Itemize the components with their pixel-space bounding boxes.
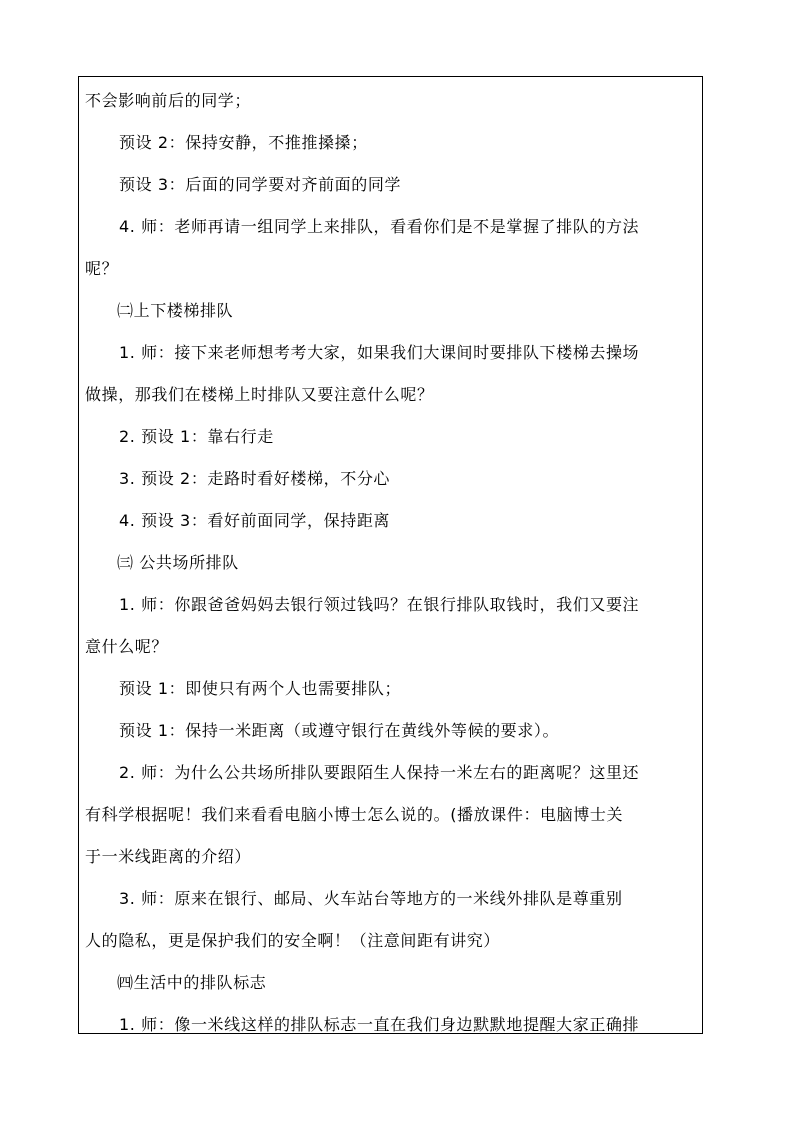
text-line: 呢？ — [85, 259, 119, 278]
text-line: 意什么呢？ — [85, 637, 169, 656]
text-line: 有科学根据呢！我们来看看电脑小博士怎么说的。(播放课件：电脑博士关 — [85, 805, 624, 824]
text-line: 预设 1：保持一米距离（或遵守银行在黄线外等候的要求）。 — [119, 721, 560, 740]
text-line: 预设 2：保持安静，不推推搡搡； — [119, 133, 368, 152]
text-line: 2. 预设 1：靠右行走 — [119, 427, 274, 446]
text-line: 4. 师：老师再请一组同学上来排队，看看你们是不是掌握了排队的方法 — [119, 217, 640, 236]
text-line: 于一米线距离的介绍） — [85, 847, 252, 866]
section-heading: ㈡上下楼梯排队 — [117, 301, 234, 320]
section-heading: ㈢ 公共场所排队 — [117, 553, 239, 572]
lesson-plan-table-cell — [78, 76, 703, 1034]
text-line: 2. 师：为什么公共场所排队要跟陌生人保持一米左右的距离呢？这里还 — [119, 763, 640, 782]
text-line: 4. 预设 3：看好前面同学，保持距离 — [119, 511, 391, 530]
section-heading: ㈣生活中的排队标志 — [117, 973, 267, 992]
text-line: 不会影响前后的同学； — [85, 91, 252, 110]
text-line: 预设 3：后面的同学要对齐前面的同学 — [119, 175, 402, 194]
text-line: 预设 1：即使只有两个人也需要排队； — [119, 679, 402, 698]
text-line: 1. 师：接下来老师想考考大家，如果我们大课间时要排队下楼梯去操场 — [119, 343, 640, 362]
text-line: 1. 师：像一米线这样的排队标志一直在我们身边默默地提醒大家正确排 — [119, 1015, 640, 1034]
text-line: 3. 预设 2：走路时看好楼梯，不分心 — [119, 469, 391, 488]
text-line: 3. 师：原来在银行、邮局、火车站台等地方的一米线外排队是尊重别 — [119, 889, 623, 908]
text-line: 人的隐私，更是保护我们的安全啊！（注意间距有讲究） — [85, 931, 501, 950]
text-line: 做操，那我们在楼梯上时排队又要注意什么呢？ — [85, 385, 434, 404]
text-line: 1. 师：你跟爸爸妈妈去银行领过钱吗？在银行排队取钱时，我们又要注 — [119, 595, 640, 614]
